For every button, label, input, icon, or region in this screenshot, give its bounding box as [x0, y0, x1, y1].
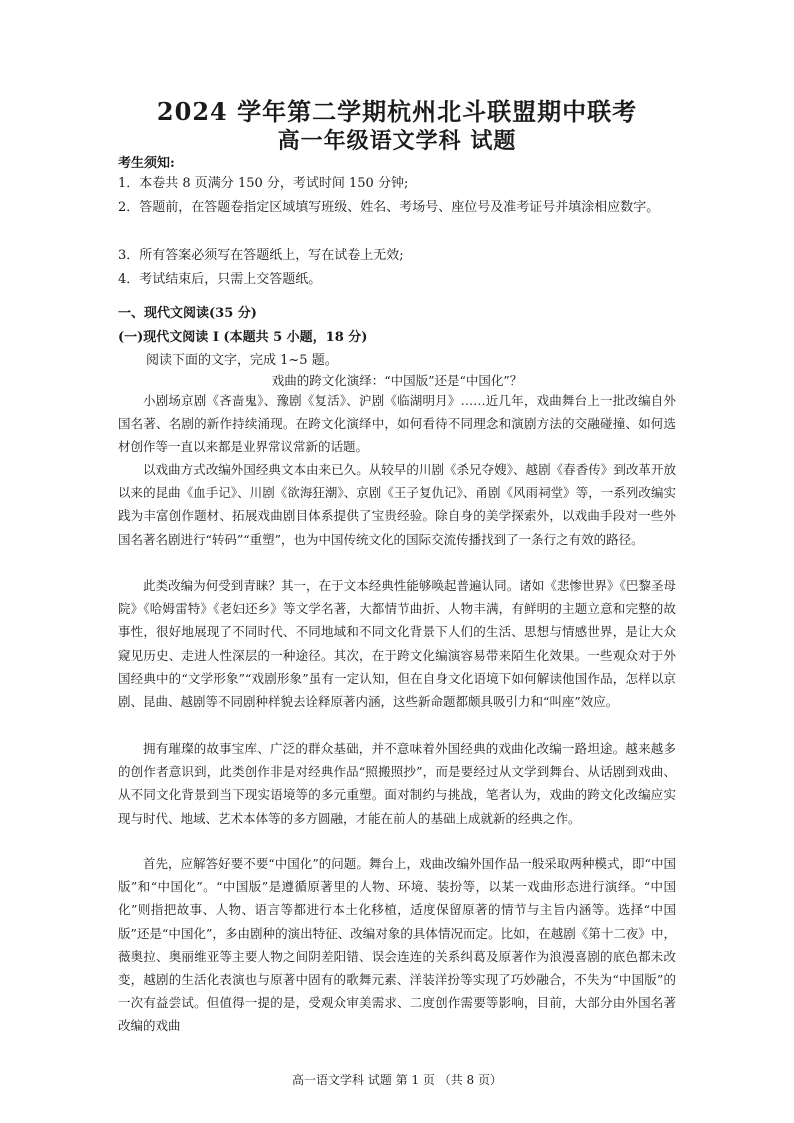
page-footer: 高一语文学科 试题 第 1 页 （共 8 页）	[292, 1073, 502, 1087]
subsection-heading: (一)现代文阅读 I (本题共 5 小题，18 分)	[118, 330, 368, 345]
article-paragraph: 此类改编为何受到青睐？其一，在于文本经典性能够唤起普遍认同。诸如《悲惨世界》《巴黎圣母院》《哈姆雷特》《老妇还乡》等文学名著，大都情节曲折、人物丰满，有鲜明的主题立意和完整的故事性，很好地展现了不同时代、不同地域和不同文化背景下人们的生活、思想与情感世界，是让大众窥见历史、走进人性深层的一种途径。其次，在于跨文化编演容易带来陌生化效果。一些观众对于外国经典中的“文学形象”“戏剧形象”虽有一定认知，但在自身文化语境下如何解读他国作品，怎样以京剧、昆曲、越剧等不同剧种样貌去诠释原著内涵，这些新命题都颇具吸引力和“叫座”效应。	[118, 578, 676, 710]
article-paragraph: 以戏曲方式改编外国经典文本由来已久。从较早的川剧《杀兄夺嫂》、越剧《春香传》到改革开放以来的昆曲《血手记》、川剧《欲海狂潮》、京剧《王子复仇记》、甬剧《风雨祠堂》等，一系列改编实践为丰富创作题材、拓展戏曲剧目体系提供了宝贵经验。除自身的美学探索外，以戏曲手段对一些外国名著名剧进行“转码”“重塑”，也为中国传统文化的国际交流传播找到了一条行之有效的路径。	[118, 462, 676, 547]
notice-heading: 考生须知:	[118, 156, 175, 171]
exam-title: 2024 学年第二学期杭州北斗联盟期中联考	[156, 97, 638, 126]
article-paragraph: 首先，应解答好要不要“中国化”的问题。舞台上，戏曲改编外国作品一般采取两种模式，即“中国版”和“中国化”。“中国版”是遵循原著里的人物、环境、装扮等，以某一戏曲形态进行演绎。“中国化”则指把故事、人物、语言等都进行本土化移植，适度保留原著的情节与主旨内涵等。选择“中国版”还是“中国化”，多由剧种的演出特征、改编对象的具体情况而定。比如，在越剧《第十二夜》中，薇奥拉、奥丽维亚等主要人物之间阴差阳错、误会连连的关系纠葛及原著作为浪漫喜剧的底色都未改变，越剧的生活化表演也与原著中固有的歌舞元素、洋装洋扮等实现了巧妙融合，不失为“中国版”的一次有益尝试。但值得一提的是，受观众审美需求、二度创作需要等影响，目前，大部分由外国名著改编的戏曲	[118, 856, 676, 1034]
article-paragraph: 小剧场京剧《吝啬鬼》、豫剧《复活》、沪剧《临湖明月》……近几年，戏曲舞台上一批改编自外国名著、名剧的新作持续涌现。在跨文化演绎中，如何看待不同理念和演剧方法的交融碰撞、如何选材创作等一直以来都是业界常议常新的话题。	[118, 393, 676, 455]
exam-subtitle: 高一年级语文学科 试题	[277, 128, 517, 154]
article-paragraph: 拥有璀璨的故事宝库、广泛的群众基础，并不意味着外国经典的戏曲化改编一路坦途。越来越多的创作者意识到，此类创作非是对经典作品“照搬照抄”，而是要经过从文学到舞台、从话剧到戏曲、从不同文化背景到当下现实语境等的多元重塑。面对制约与挑战，笔者认为，戏曲的跨文化改编应实现与时代、地域、艺术本体等的多方圆融，才能在前人的基础上成就新的经典之作。	[118, 741, 676, 826]
notice-item: 1．本卷共 8 页满分 150 分，考试时间 150 分钟;	[118, 176, 409, 191]
notice-item: 3．所有答案必须写在答题纸上，写在试卷上无效;	[118, 248, 404, 263]
section-heading: 一、现代文阅读(35 分)	[118, 306, 257, 321]
notice-item: 2．答题前，在答题卷指定区域填写班级、姓名、考场号、座位号及准考证号并填涂相应数字。	[118, 200, 660, 215]
article-title: 戏曲的跨文化演绎：“中国版”还是“中国化”？	[271, 373, 523, 388]
reading-instruction: 阅读下面的文字，完成 1~5 题。	[146, 353, 338, 368]
notice-item: 4．考试结束后，只需上交答题纸。	[118, 272, 322, 287]
